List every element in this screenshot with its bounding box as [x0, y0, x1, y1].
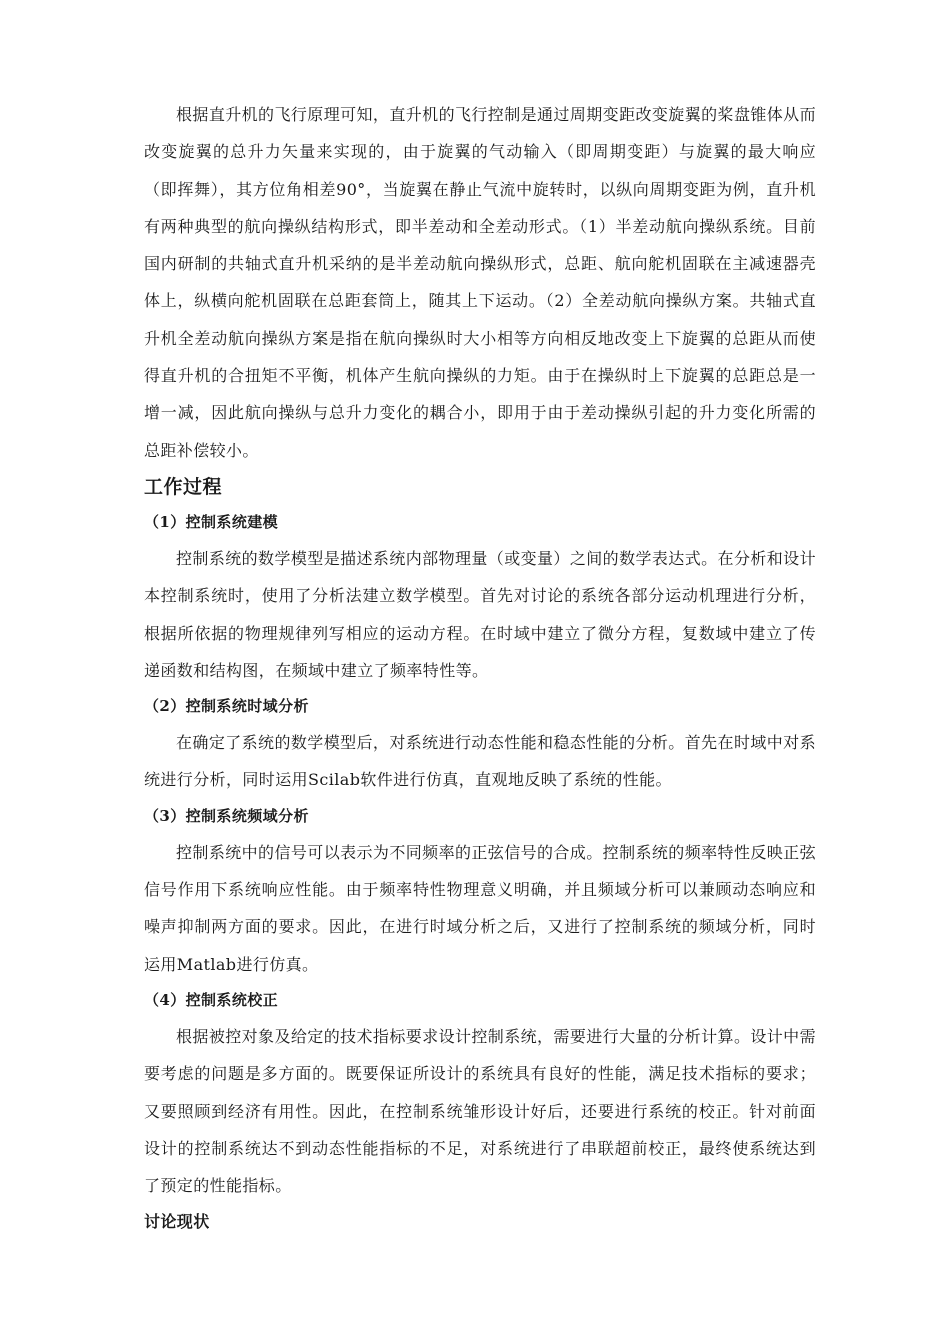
step-2-title: （2）控制系统时域分析	[144, 697, 309, 716]
intro-paragraph: 根据直升机的飞行原理可知，直升机的飞行控制是通过周期变距改变旋翼的桨盘锥体从而改变旋翼的总升力矢量来实现的，由于旋翼的气动输入（即周期变距）与旋翼的最大响应（即挥舞），其方位角相差90°，当旋翼在静止气流中旋转时，以纵向周期变距为例，直升机有两种典型的航向操纵结构形式，即半差动和全差动形式。（1）半差动航向操纵系统。目前国内研制的共轴式直升机采纳的是半差动航向操纵形式，总距、航向舵机固联在主减速器壳体上，纵横向舵机固联在总距套筒上，随其上下运动。（2）全差动航向操纵方案。共轴式直升机全差动航向操纵方案是指在航向操纵时大小相等方向相反地改变上下旋翼的总距从而使得直升机的合扭矩不平衡，机体产生航向操纵的力矩。由于在操纵时上下旋翼的总距总是一增一减，因此航向操纵与总升力变化的耦合小，即用于由于差动操纵引起的升力变化所需的总距补偿较小。	[144, 105, 816, 460]
step-4	[144, 983, 816, 1204]
step-1	[144, 505, 816, 689]
step-3	[144, 799, 816, 983]
step-2	[144, 689, 816, 799]
step-1-body: 控制系统的数学模型是描述系统内部物理量（或变量）之间的数学表达式。在分析和设计本控制系统时，使用了分析法建立数学模型。首先对讨论的系统各部分运动机理进行分析，根据所依据的物理规律列写相应的运动方程。在时域中建立了微分方程，复数域中建立了传递函数和结构图，在频域中建立了频率特性等。	[144, 548, 816, 680]
step-3-title: （3）控制系统频域分析	[144, 806, 309, 825]
step-4-title: （4）控制系统校正	[144, 990, 279, 1009]
step-4-body: 根据被控对象及给定的技术指标要求设计控制系统，需要进行大量的分析计算。设计中需要考虑的问题是多方面的。既要保证所设计的系统具有良好的性能，满足技术指标的要求；又要照顾到经济有用性。因此，在控制系统雏形设计好后，还要进行系统的校正。针对前面设计的控制系统达不到动态性能指标的不足，对系统进行了串联超前校正，最终使系统达到了预定的性能指标。	[144, 1026, 816, 1196]
discussion-heading: 讨论现状	[144, 1212, 210, 1232]
step-2-body: 在确定了系统的数学模型后，对系统进行动态性能和稳态性能的分析。首先在时域中对系统进行分析，同时运用Scilab软件进行仿真，直观地反映了系统的性能。	[144, 733, 816, 790]
work-process-heading: 工作过程	[144, 475, 223, 498]
document-page	[144, 96, 816, 1240]
step-1-title: （1）控制系统建模	[144, 512, 279, 531]
step-3-body: 控制系统中的信号可以表示为不同频率的正弦信号的合成。控制系统的频率特性反映正弦信号作用下系统响应性能。由于频率特性物理意义明确，并且频域分析可以兼顾动态响应和噪声抑制两方面的要求。因此，在进行时域分析之后，又进行了控制系统的频域分析，同时运用Matlab进行仿真。	[144, 842, 816, 974]
